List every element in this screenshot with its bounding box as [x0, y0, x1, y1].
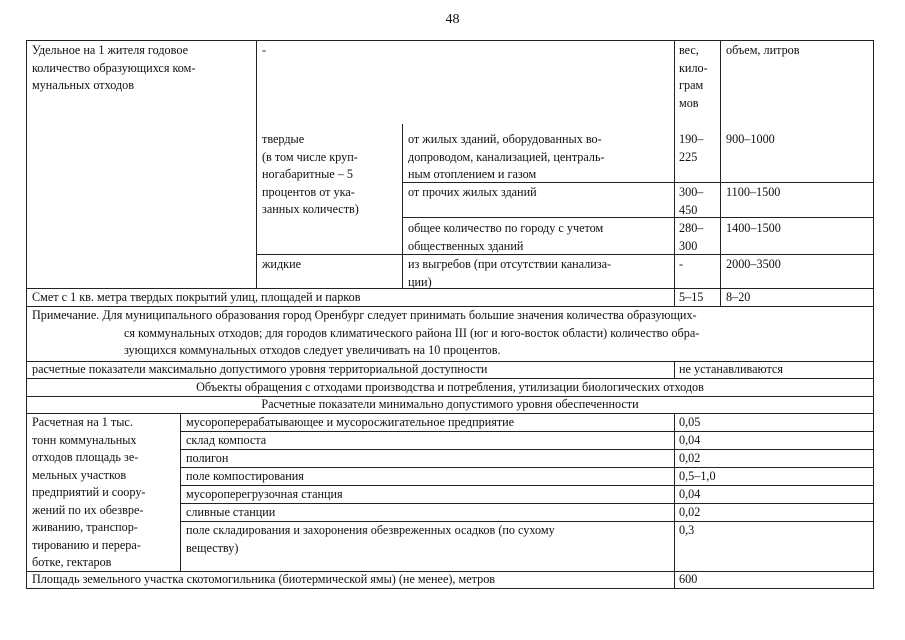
solid-volume-2: 1100–1500 [726, 185, 781, 199]
liquid-volume: 2000–3500 [726, 257, 781, 271]
liquid-weight: - [679, 257, 684, 271]
area-row-name: мусороперерабатывающее и мусоросжигательное предприятие [186, 415, 515, 429]
area-row-value: 0,04 [679, 487, 701, 501]
solid-source-2: от прочих жилых зданий [408, 185, 537, 199]
area-row-name: полигон [186, 451, 229, 465]
sweepings-label: Смет с 1 кв. метра твердых покрытий улиц, площадей и парков [32, 290, 361, 304]
area-row-name: поле компостирования [186, 469, 304, 483]
accessibility-label: расчетные показатели максимально допустимого уровня территориальной доступности [32, 362, 488, 376]
solid-waste-label: твердые (в том числе круп- ногабаритные – 5 процентов от ука- занных количеств) [262, 132, 359, 216]
weight-header: вес, кило- грам мов [679, 43, 708, 110]
burial-label: Площадь земельного участка скотомогильника (биотермической ямы) (не менее), метров [32, 572, 496, 586]
note: Примечание. Для муниципального образования город Оренбург следует принимать большие значения количества образующих- ся коммунальных отходов; для городов климатического района III (юг и юго-восток области) количество обра- зующихся коммунальных отходов следует увеличивать на 10 процентов. [32, 308, 700, 357]
solid-weight-1: 190– 225 [679, 132, 704, 164]
accessibility-value: не устанавливаются [679, 362, 783, 376]
volume-header: объем, литров [726, 43, 800, 57]
waste-rate-dash: - [262, 43, 267, 57]
waste-rate-label: Удельное на 1 жителя годовое количество образующихся ком- мунальных отходов [32, 43, 196, 92]
area-row-name: мусороперегрузочная станция [186, 487, 343, 501]
sweepings-weight: 5–15 [679, 290, 704, 304]
solid-weight-2: 300– 450 [679, 185, 704, 217]
area-row-name: сливные станции [186, 505, 276, 519]
section-title: Объекты обращения с отходами производства и потребления, утилизации биологических отходов [196, 380, 704, 394]
area-row-name: склад компоста [186, 433, 267, 447]
liquid-waste-label: жидкие [262, 257, 301, 271]
sweepings-volume: 8–20 [726, 290, 751, 304]
liquid-source: из выгребов (при отсутствии канализа- ции) [408, 257, 612, 289]
subsection-title: Расчетные показатели минимально допустимого уровня обеспеченности [261, 397, 639, 411]
solid-source-1: от жилых зданий, оборудованных во- допроводом, канализацией, централь- ным отоплением и газом [408, 132, 605, 181]
area-row-value: 0,02 [679, 505, 701, 519]
page-number: 48 [445, 12, 460, 27]
burial-value: 600 [679, 572, 698, 586]
solid-volume-3: 1400–1500 [726, 221, 781, 235]
solid-weight-3: 280– 300 [679, 221, 704, 253]
area-row-value: 0,3 [679, 523, 695, 537]
solid-source-3: общее количество по городу с учетом общественных зданий [408, 221, 604, 253]
area-row-name: поле складирования и захоронения обезвреженных осадков (по сухому веществу) [186, 523, 555, 555]
area-row-value: 0,04 [679, 433, 701, 447]
area-row-value: 0,02 [679, 451, 701, 465]
area-row-value: 0,05 [679, 415, 701, 429]
solid-volume-1: 900–1000 [726, 132, 775, 146]
area-label: Расчетная на 1 тыс. тонн коммунальных отходов площадь зе- мельных участков предприятий и соору- жений по их обезвре- живанию, транспор- тированию и перера- ботке, гектаров [32, 415, 146, 569]
area-row-value: 0,5–1,0 [679, 469, 716, 483]
